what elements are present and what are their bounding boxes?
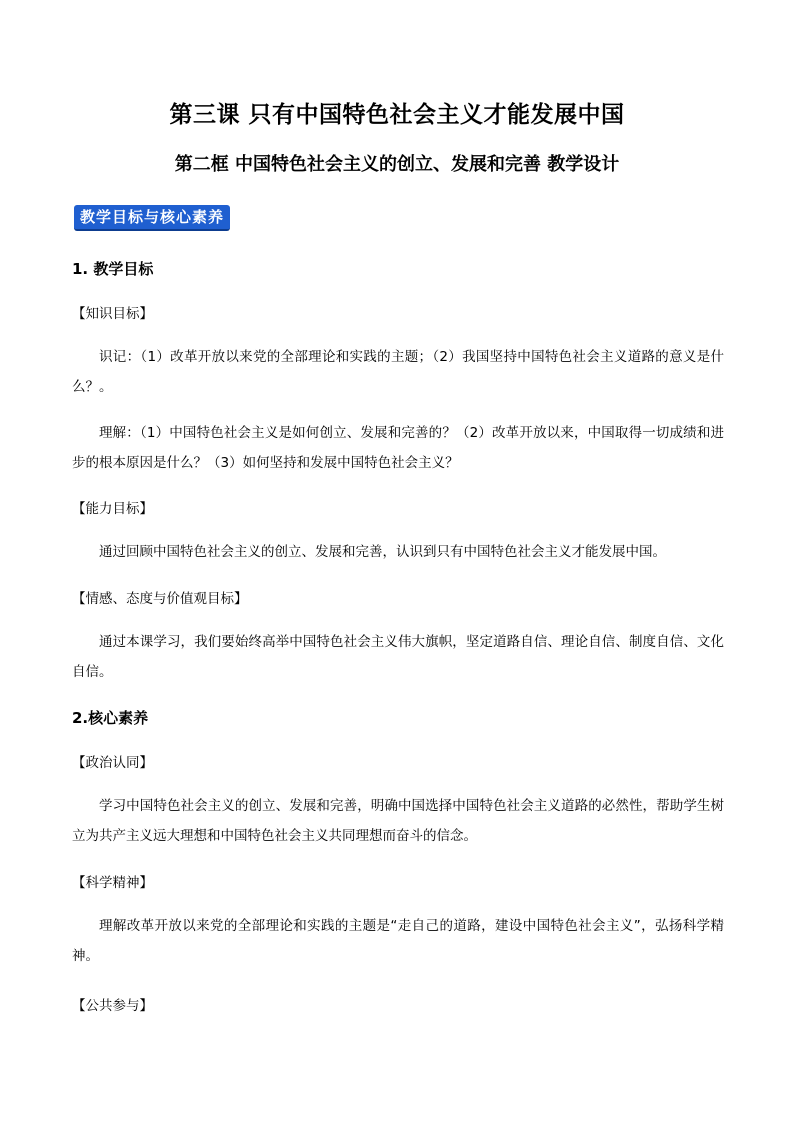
tag-public-participation: 【公共参与】 [72,998,153,1014]
paragraph-scientific-spirit: 理解改革开放以来党的全部理论和实践的主题是“走自己的道路，建设中国特色社会主义”，弘扬科学精神。 [72,918,724,964]
lesson-title: 第三课 只有中国特色社会主义才能发展中国 [169,101,625,128]
tag-ability-objectives: 【能力目标】 [72,501,153,517]
paragraph-political-identity: 学习中国特色社会主义的创立、发展和完善，明确中国选择中国特色社会主义道路的必然性，帮助学生树立为共产主义远大理想和中国特色社会主义共同理想而奋斗的信念。 [72,798,724,844]
tag-emotion-objectives: 【情感、态度与价值观目标】 [72,591,248,607]
lesson-subtitle: 第二框 中国特色社会主义的创立、发展和完善 教学设计 [174,154,620,175]
tag-political-identity: 【政治认同】 [72,755,153,771]
paragraph-knowledge-understand: 理解：（1）中国特色社会主义是如何创立、发展和完善的？（2）改革开放以来，中国取得一切成绩和进步的根本原因是什么？（3）如何坚持和发展中国特色社会主义？ [72,425,724,471]
paragraph-emotion: 通过本课学习，我们要始终高举中国特色社会主义伟大旗帜，坚定道路自信、理论自信、制度自信、文化自信。 [72,634,724,680]
section-banner: 教学目标与核心素养 [74,205,230,231]
tag-knowledge-objectives: 【知识目标】 [72,306,153,322]
heading-core-literacy: 2.核心素养 [72,709,149,727]
tag-scientific-spirit: 【科学精神】 [72,875,153,891]
heading-teaching-objectives: 1. 教学目标 [72,260,154,278]
paragraph-ability: 通过回顾中国特色社会主义的创立、发展和完善，认识到只有中国特色社会主义才能发展中国。 [99,544,666,560]
paragraph-knowledge-recall: 识记：（1）改革开放以来党的全部理论和实践的主题；（2）我国坚持中国特色社会主义道路的意义是什么？。 [72,349,724,395]
